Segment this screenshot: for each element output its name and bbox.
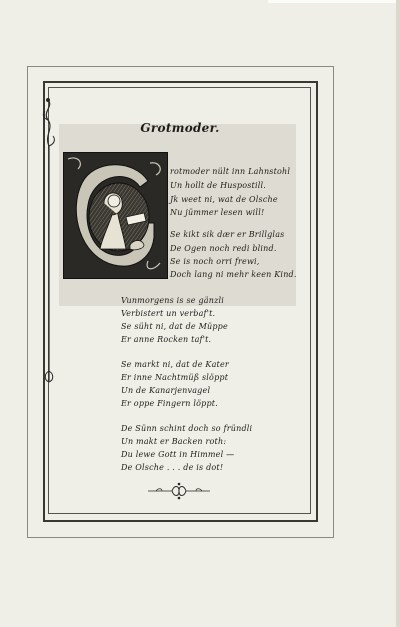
stanza5-line4: De Olsche . . . de is dot! [121,463,224,472]
tailpiece-ornament-icon [146,482,212,500]
stanza4-line2: Er inne Nachtmüß slöppt [121,373,229,382]
stanza5-line1: De Sünn schint doch so fründli [121,424,253,433]
stanza2-line2: De Ogen noch redi blind. [170,244,277,253]
stanza2-line4: Doch lang ni mehr keen Kind. [170,270,297,279]
stanza1-line3: Jk weet ni, wat de Olsche [170,195,278,204]
stanza3-line1: Vunmorgens is se gänzli [121,296,225,305]
stanza3-line4: Er anne Rocken taf't. [121,335,212,344]
stanza3-line3: Se süht ni, dat de Müppe [121,322,228,331]
vine-ornament-icon [40,96,60,386]
poem-title: Grotmoder. [140,121,220,135]
drop-cap-illustration [63,152,168,279]
stanza1-line2: Un hollt de Huspostill. [170,181,266,190]
page-top-edge [268,0,400,3]
stanza5-line3: Du lewe Gott in Himmel — [121,450,235,459]
stanza2-line1: Se kikt sik dær er Brillglas [170,230,285,239]
stanza1-line1: rotmoder nült inn Lahnstohl [170,167,291,176]
stanza1-line4: Nu jümmer lesen will! [170,208,265,217]
stanza2-line3: Se is noch orri frewi, [170,257,260,266]
stanza4-line4: Er oppe Fingern löppt. [121,399,218,408]
page-edge [396,0,400,627]
stanza4-line3: Un de Kanarjenvagel [121,386,211,395]
stanza3-line2: Verbistert un verbaf't. [121,309,216,318]
stanza5-line2: Un makt er Backen roth: [121,437,227,446]
stanza4-line1: Se markt ni, dat de Kater [121,360,229,369]
